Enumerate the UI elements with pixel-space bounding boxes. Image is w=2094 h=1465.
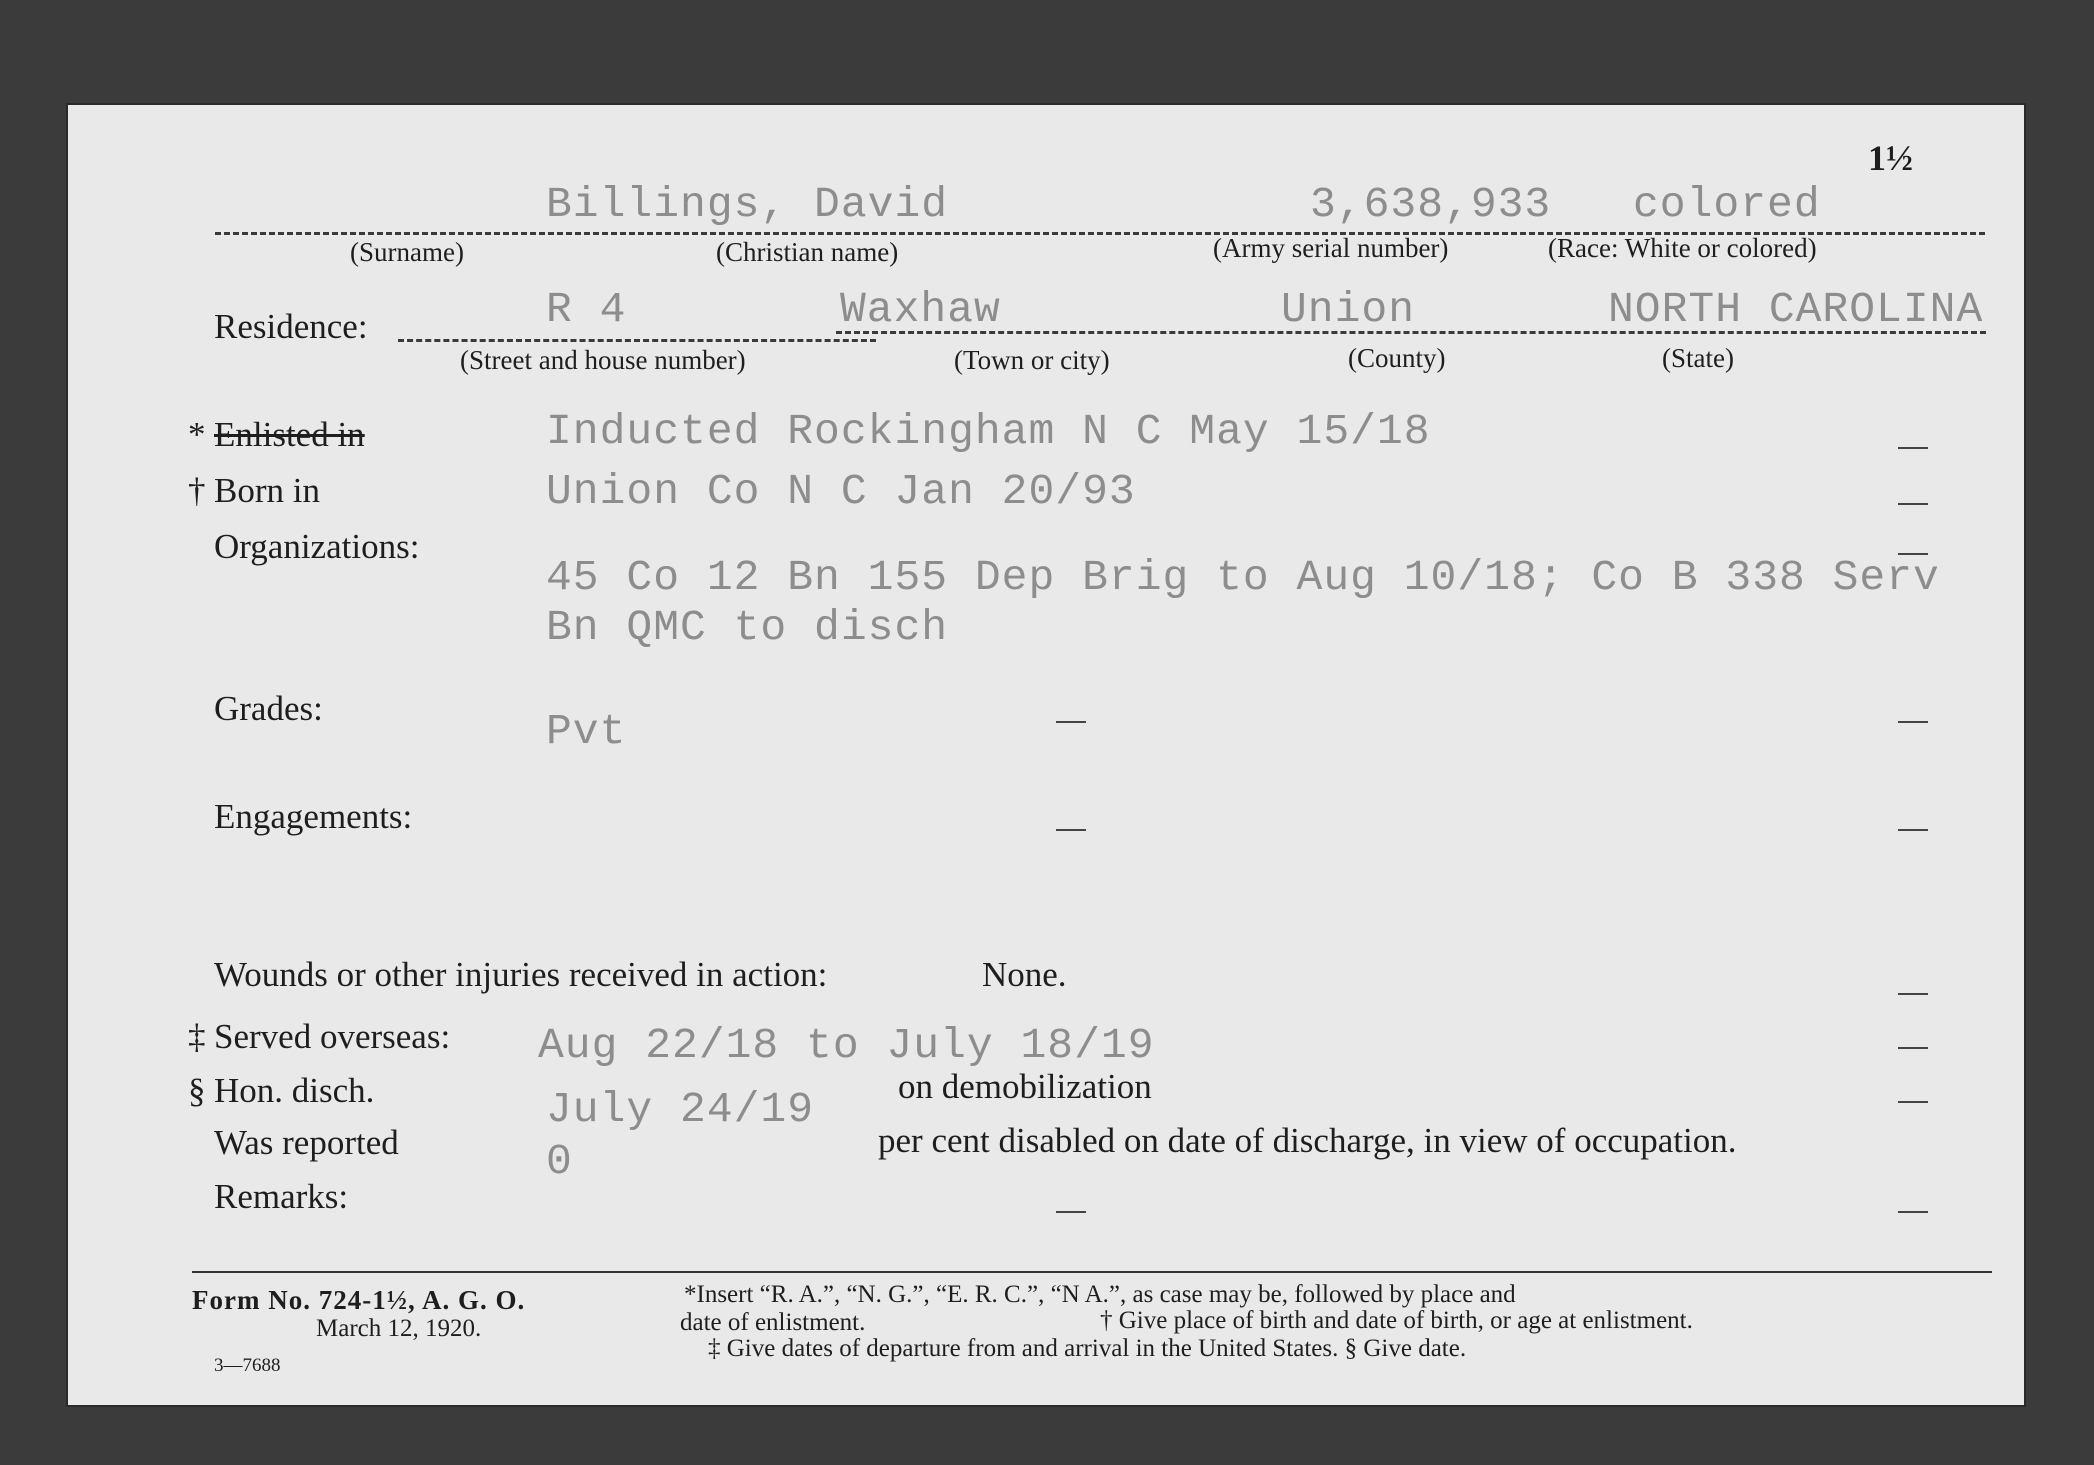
tick-mark — [1898, 1101, 1928, 1103]
christian-name-caption: (Christian name) — [716, 237, 899, 267]
footer-rule — [192, 1271, 1992, 1273]
born-label: Born in — [214, 471, 320, 510]
overseas-mark: ‡ — [188, 1017, 206, 1056]
residence-label: Residence: — [214, 307, 368, 346]
form-date: March 12, 1920. — [316, 1315, 482, 1342]
footnote-line-2b: † Give place of birth and date of birth, or age at enlistment. — [1100, 1307, 1693, 1334]
disch-label: Hon. disch. — [214, 1071, 375, 1110]
residence-state-value: NORTH CAROLINA — [1608, 285, 1984, 334]
enlisted-label: Enlisted in — [214, 415, 365, 454]
race-caption: (Race: White or colored) — [1548, 233, 1817, 263]
street-caption: (Street and house number) — [460, 345, 746, 375]
serial-number-value: 3,638,933 — [1310, 180, 1552, 229]
organizations-line-2: Bn QMC to disch — [546, 603, 949, 652]
disch-suffix: on demobilization — [898, 1067, 1152, 1106]
tick-mark — [1056, 829, 1086, 831]
enlisted-mark: * — [188, 415, 206, 454]
grades-label: Grades: — [214, 689, 323, 728]
enlisted-value: Inducted Rockingham N C May 15/18 — [546, 407, 1431, 456]
disch-value: July 24/19 — [546, 1085, 815, 1134]
residence-line-1 — [398, 339, 876, 342]
residence-county-value: Union — [1281, 285, 1416, 334]
print-code: 3—7688 — [214, 1355, 281, 1376]
county-caption: (County) — [1348, 343, 1446, 373]
wounds-label: Wounds or other injuries received in action: — [214, 955, 828, 994]
residence-street-value: R 4 — [546, 285, 627, 334]
tick-mark — [1898, 447, 1928, 449]
tick-mark — [1898, 503, 1928, 505]
tick-mark — [1898, 1211, 1928, 1213]
overseas-value: Aug 22/18 to July 18/19 — [538, 1021, 1155, 1070]
residence-town-value: Waxhaw — [840, 285, 1001, 334]
remarks-label: Remarks: — [214, 1177, 349, 1216]
born-mark: † — [188, 471, 206, 510]
tick-mark — [1898, 993, 1928, 995]
tick-mark — [1898, 553, 1928, 555]
footnote-line-3: ‡ Give dates of departure from and arrival in the United States. § Give date. — [708, 1335, 1467, 1362]
overseas-label: Served overseas: — [214, 1017, 451, 1056]
service-record-card — [68, 105, 2024, 1405]
footnote-line-1: *Insert “R. A.”, “N. G.”, “E. R. C.”, “N A.”, as case may be, followed by place and — [684, 1281, 1516, 1308]
tick-mark — [1056, 721, 1086, 723]
reported-value: 0 — [546, 1137, 573, 1186]
disch-mark: § — [188, 1071, 206, 1110]
tick-mark — [1898, 829, 1928, 831]
serial-caption: (Army serial number) — [1213, 233, 1449, 263]
state-caption: (State) — [1662, 343, 1734, 373]
reported-label: Was reported — [214, 1123, 399, 1162]
reported-suffix: per cent disabled on date of discharge, in view of occupation. — [878, 1121, 1737, 1160]
surname-value: Billings, David — [546, 180, 949, 229]
wounds-value: None. — [982, 955, 1067, 994]
tick-mark — [1056, 1211, 1086, 1213]
tick-mark — [1898, 721, 1928, 723]
form-number: Form No. 724-1½, A. G. O. — [192, 1285, 526, 1315]
footnote-line-2a: date of enlistment. — [680, 1309, 866, 1336]
race-value: colored — [1633, 180, 1821, 229]
town-caption: (Town or city) — [954, 345, 1110, 375]
tick-mark — [1898, 1047, 1928, 1049]
residence-line-2 — [836, 331, 1986, 334]
organizations-line-1: 45 Co 12 Bn 155 Dep Brig to Aug 10/18; Co B 338 Serv — [546, 553, 1940, 602]
organizations-label: Organizations: — [214, 527, 420, 566]
corner-mark: 1½ — [1868, 138, 1913, 178]
grades-value: Pvt — [546, 707, 627, 756]
surname-caption: (Surname) — [350, 237, 464, 267]
born-value: Union Co N C Jan 20/93 — [546, 467, 1136, 516]
engagements-label: Engagements: — [214, 797, 413, 836]
